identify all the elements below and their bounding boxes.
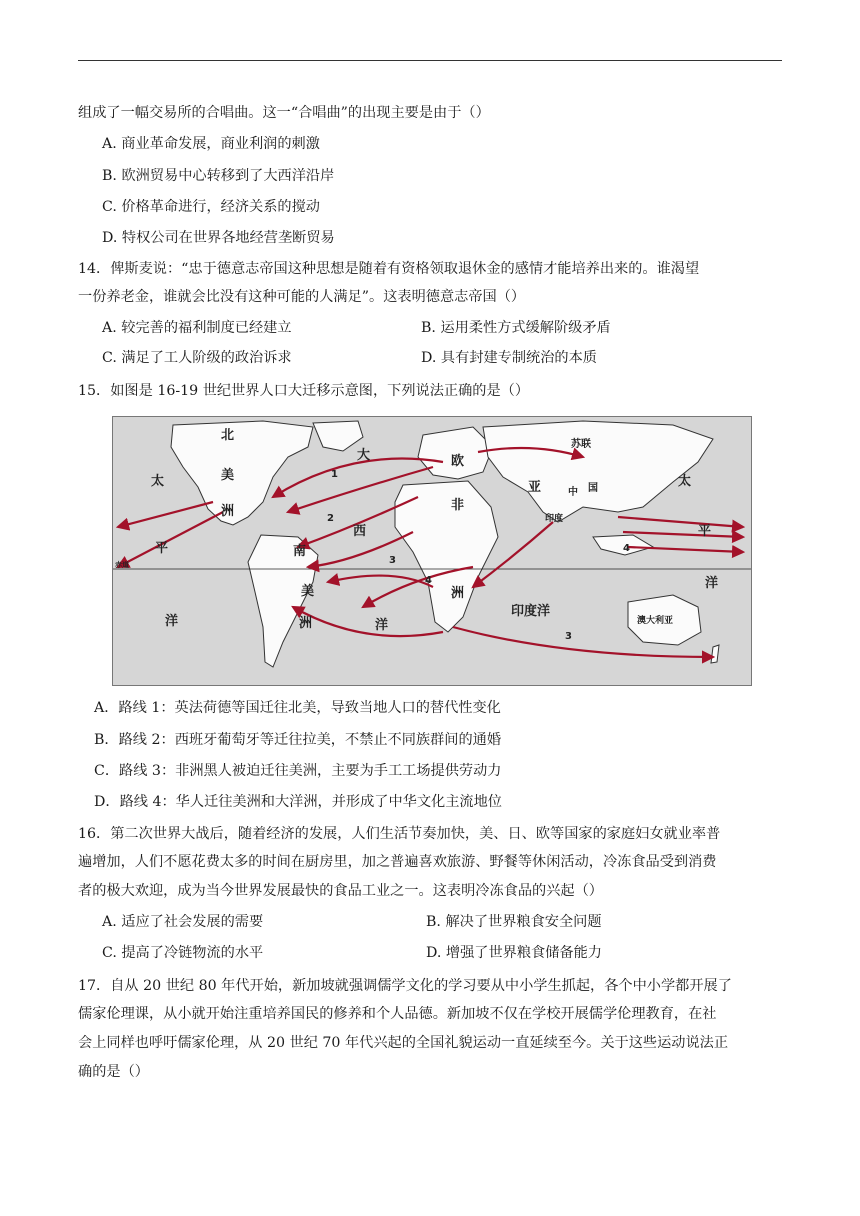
route-south-loop bbox=[293, 607, 443, 636]
label-pacific-east-2: 平 bbox=[698, 524, 712, 539]
label-atlantic-2: 西 bbox=[353, 524, 367, 539]
migration-map bbox=[112, 416, 752, 686]
label-sa-3: 洲 bbox=[299, 616, 313, 631]
q14-option-a: A. 较完善的福利制度已经建立 bbox=[102, 320, 292, 336]
label-route-2: 2 bbox=[327, 513, 334, 524]
label-na-3: 洲 bbox=[221, 504, 235, 519]
label-sa-2: 美 bbox=[301, 584, 315, 599]
label-route-3: 3 bbox=[389, 555, 396, 566]
q17-stem-line-1: 17．自从 20 世纪 80 年代开始，新加坡就强调儒学文化的学习要从中小学生抓起，各个中小学都开展了 bbox=[78, 978, 732, 994]
q14-option-b: B. 运用柔性方式缓解阶级矛盾 bbox=[421, 320, 611, 336]
label-route-1: 1 bbox=[331, 469, 338, 480]
route-pacific-west bbox=[118, 502, 213, 527]
q14-stem-line-2: 一份养老金，谁就会比没有这种可能的人满足”。这表明德意志帝国（） bbox=[78, 289, 526, 305]
greenland-land bbox=[313, 421, 363, 451]
q13-option-d: D. 特权公司在世界各地经营垄断贸易 bbox=[102, 230, 335, 246]
q16-stem-line-2: 遍增加，人们不愿花费太多的时间在厨房里，加之普遍喜欢旅游、野餐等休闲活动，冷冻食品受到消费 bbox=[78, 854, 717, 870]
route-asia-east-2 bbox=[623, 532, 743, 537]
label-indian-ocean: 印度洋 bbox=[511, 604, 551, 619]
q17-stem-line-2: 儒家伦理课，从小就开始注重培养国民的修养和个人品德。新加坡不仅在学校开展儒学伦理教育，在社 bbox=[78, 1006, 717, 1022]
q16-stem-line-3: 者的极大欢迎，成为当今世界发展最快的食品工业之一。这表明冷冻食品的兴起（） bbox=[78, 883, 603, 899]
label-route-4: 4 bbox=[425, 575, 432, 586]
q13-option-c: C. 价格革命进行，经济关系的搅动 bbox=[102, 199, 320, 215]
label-africa-1: 非 bbox=[451, 498, 465, 513]
q17-stem-line-3: 会上同样也呼吁儒家伦理，从 20 世纪 70 年代兴起的全国礼貌运动一直延续至今。关于这些运动说法正 bbox=[78, 1035, 729, 1051]
q16-option-b: B. 解决了世界粮食安全问题 bbox=[426, 914, 602, 930]
q14-stem-line-1: 14．俾斯麦说：“忠于德意志帝国这种思想是随着有资格领取退休金的感情才能培养出来的。谁渴望 bbox=[78, 261, 700, 277]
q16-option-c: C. 提高了冷链物流的水平 bbox=[102, 945, 264, 961]
route-asia-east bbox=[618, 517, 743, 527]
label-route-3b: 3 bbox=[565, 631, 572, 642]
q14-option-c: C. 满足了工人阶级的政治诉求 bbox=[102, 350, 292, 366]
north-america-land bbox=[171, 421, 313, 525]
header-rule bbox=[78, 60, 782, 61]
q15-option-a: A．路线 1：英法荷德等国迁往北美，导致当地人口的替代性变化 bbox=[94, 700, 501, 716]
q15-option-b: B．路线 2：西班牙葡萄牙等迁往拉美，不禁止不同族群间的通婚 bbox=[94, 732, 502, 748]
south-america-land bbox=[248, 535, 318, 667]
label-atlantic-3: 洋 bbox=[375, 618, 389, 633]
q14-option-d: D. 具有封建专制统治的本质 bbox=[421, 350, 597, 366]
q16-stem-line-1: 16．第二次世界大战后，随着经济的发展，人们生活节奏加快，美、日、欧等国家的家庭妇女就业率普 bbox=[78, 826, 721, 842]
label-pacific-2: 平 bbox=[155, 541, 169, 556]
label-sa-1: 南 bbox=[293, 544, 307, 559]
asia-land bbox=[483, 421, 713, 522]
q15-stem: 15．如图是 16-19 世纪世界人口大迁移示意图，下列说法正确的是（） bbox=[78, 383, 530, 399]
label-pacific-east-1: 太 bbox=[678, 474, 692, 489]
route-pacific-west-2 bbox=[118, 512, 223, 567]
label-china-2: 国 bbox=[588, 483, 598, 494]
label-na-2: 美 bbox=[221, 468, 235, 483]
q13-stem: 组成了一幅交易所的合唱曲。这一“合唱曲”的出现主要是由于（） bbox=[78, 105, 490, 121]
label-atlantic-1: 大 bbox=[357, 448, 371, 463]
label-pacific-east-3: 洋 bbox=[705, 576, 719, 591]
q13-option-b: B. 欧洲贸易中心转移到了大西洋沿岸 bbox=[102, 168, 335, 184]
new-zealand-land bbox=[711, 645, 719, 663]
q17-stem-line-4: 确的是（） bbox=[78, 1064, 149, 1080]
q16-option-a: A. 适应了社会发展的需要 bbox=[102, 914, 264, 930]
label-asia: 亚 bbox=[528, 480, 542, 495]
label-pacific-3: 洋 bbox=[165, 614, 179, 629]
label-route-4b: 4 bbox=[623, 543, 630, 554]
label-pacific-1: 太 bbox=[151, 474, 165, 489]
label-australia: 澳大利亚 bbox=[637, 616, 674, 626]
label-india: 印度 bbox=[545, 514, 564, 524]
q15-option-d: D．路线 4：华人迁往美洲和大洋洲，并形成了中华文化主流地位 bbox=[94, 794, 502, 810]
label-ussr: 苏联 bbox=[571, 439, 591, 450]
q16-option-d: D. 增强了世界粮食储备能力 bbox=[426, 945, 602, 961]
label-na-1: 北 bbox=[221, 428, 235, 443]
europe-land bbox=[418, 427, 493, 479]
label-europe: 欧 bbox=[451, 454, 465, 469]
label-china-1: 中 bbox=[568, 487, 578, 498]
africa-land bbox=[395, 481, 498, 632]
label-equator: 赤道 bbox=[115, 561, 129, 569]
q13-option-a: A. 商业革命发展，商业利润的刺激 bbox=[102, 136, 320, 152]
q15-option-c: C．路线 3：非洲黑人被迫迁往美洲，主要为手工工场提供劳动力 bbox=[94, 763, 502, 779]
label-africa-2: 洲 bbox=[451, 586, 465, 601]
